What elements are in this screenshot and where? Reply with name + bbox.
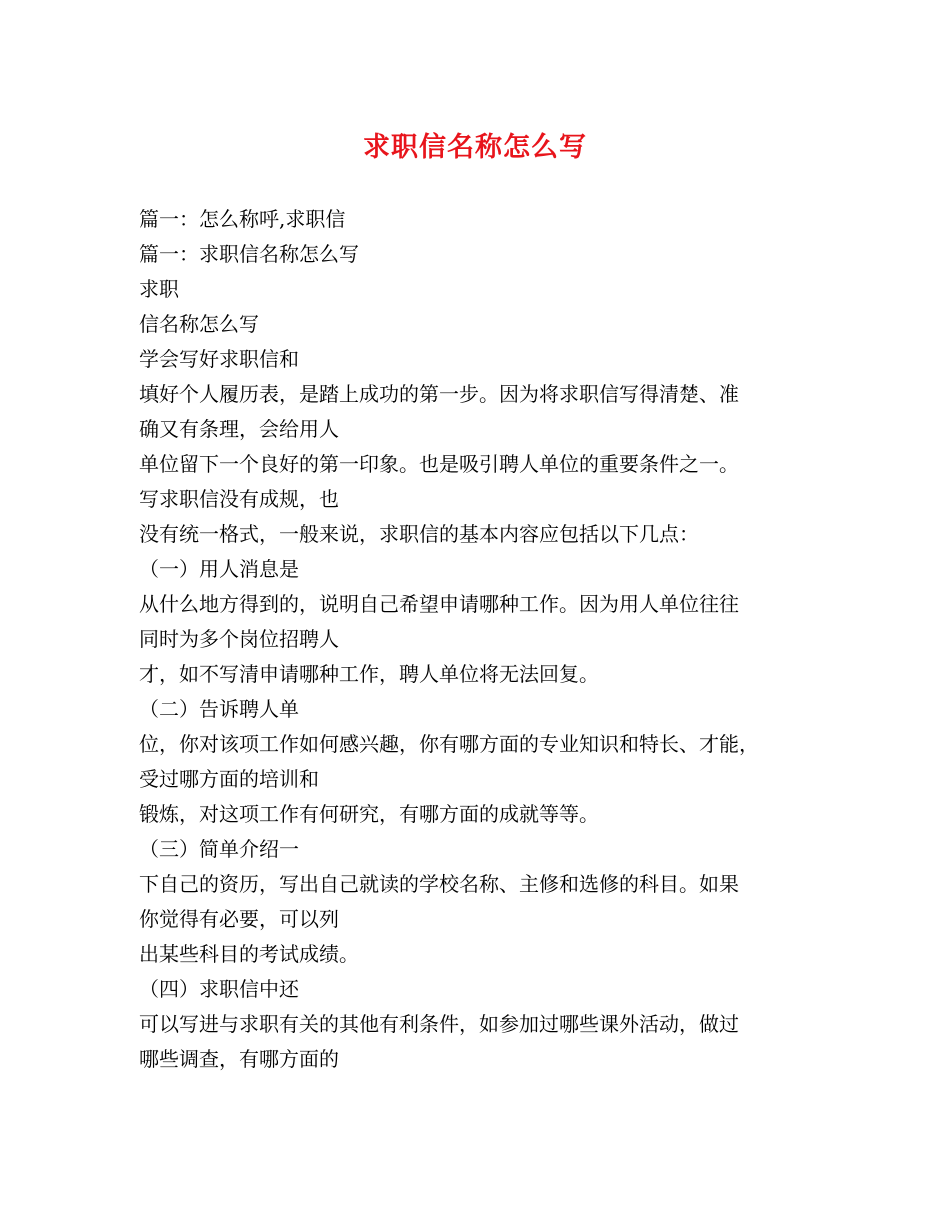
- text-line: 你觉得有必要，可以列: [139, 907, 339, 931]
- text-line: 求职: [139, 277, 179, 301]
- text-line: 才，如不写清申请哪种工作，聘人单位将无法回复。: [139, 662, 599, 686]
- text-line: 写求职信没有成规，也: [139, 487, 339, 511]
- text-line: （一）用人消息是: [139, 557, 299, 581]
- text-line: 篇一：求职信名称怎么写: [139, 242, 359, 266]
- text-line: 下自己的资历，写出自己就读的学校名称、主修和选修的科目。如果: [139, 872, 739, 896]
- document-body: [139, 202, 829, 1077]
- text-line: （四）求职信中还: [139, 977, 299, 1001]
- text-line: 学会写好求职信和: [139, 347, 299, 371]
- document-title: 求职信名称怎么写: [363, 132, 587, 163]
- text-line: 受过哪方面的培训和: [139, 767, 319, 791]
- text-line: 确又有条理，会给用人: [139, 417, 339, 441]
- text-line: 位，你对该项工作如何感兴趣，你有哪方面的专业知识和特长、才能，: [139, 732, 759, 756]
- text-line: （三）简单介绍一: [139, 837, 299, 861]
- text-line: （二）告诉聘人单: [139, 697, 299, 721]
- text-line: 篇一：怎么称呼,求职信: [139, 207, 346, 231]
- text-line: 可以写进与求职有关的其他有利条件，如参加过哪些课外活动，做过: [139, 1012, 739, 1036]
- text-line: 同时为多个岗位招聘人: [139, 627, 339, 651]
- text-line: 信名称怎么写: [139, 312, 259, 336]
- text-line: 出某些科目的考试成绩。: [139, 942, 359, 966]
- text-line: 单位留下一个良好的第一印象。也是吸引聘人单位的重要条件之一。: [139, 452, 739, 476]
- text-line: 没有统一格式，一般来说，求职信的基本内容应包括以下几点：: [139, 522, 699, 546]
- text-line: 哪些调查，有哪方面的: [139, 1047, 339, 1071]
- text-line: 从什么地方得到的，说明自己希望申请哪种工作。因为用人单位往往: [139, 592, 739, 616]
- text-line: 锻炼，对这项工作有何研究，有哪方面的成就等等。: [139, 802, 599, 826]
- text-line: 填好个人履历表，是踏上成功的第一步。因为将求职信写得清楚、准: [139, 382, 739, 406]
